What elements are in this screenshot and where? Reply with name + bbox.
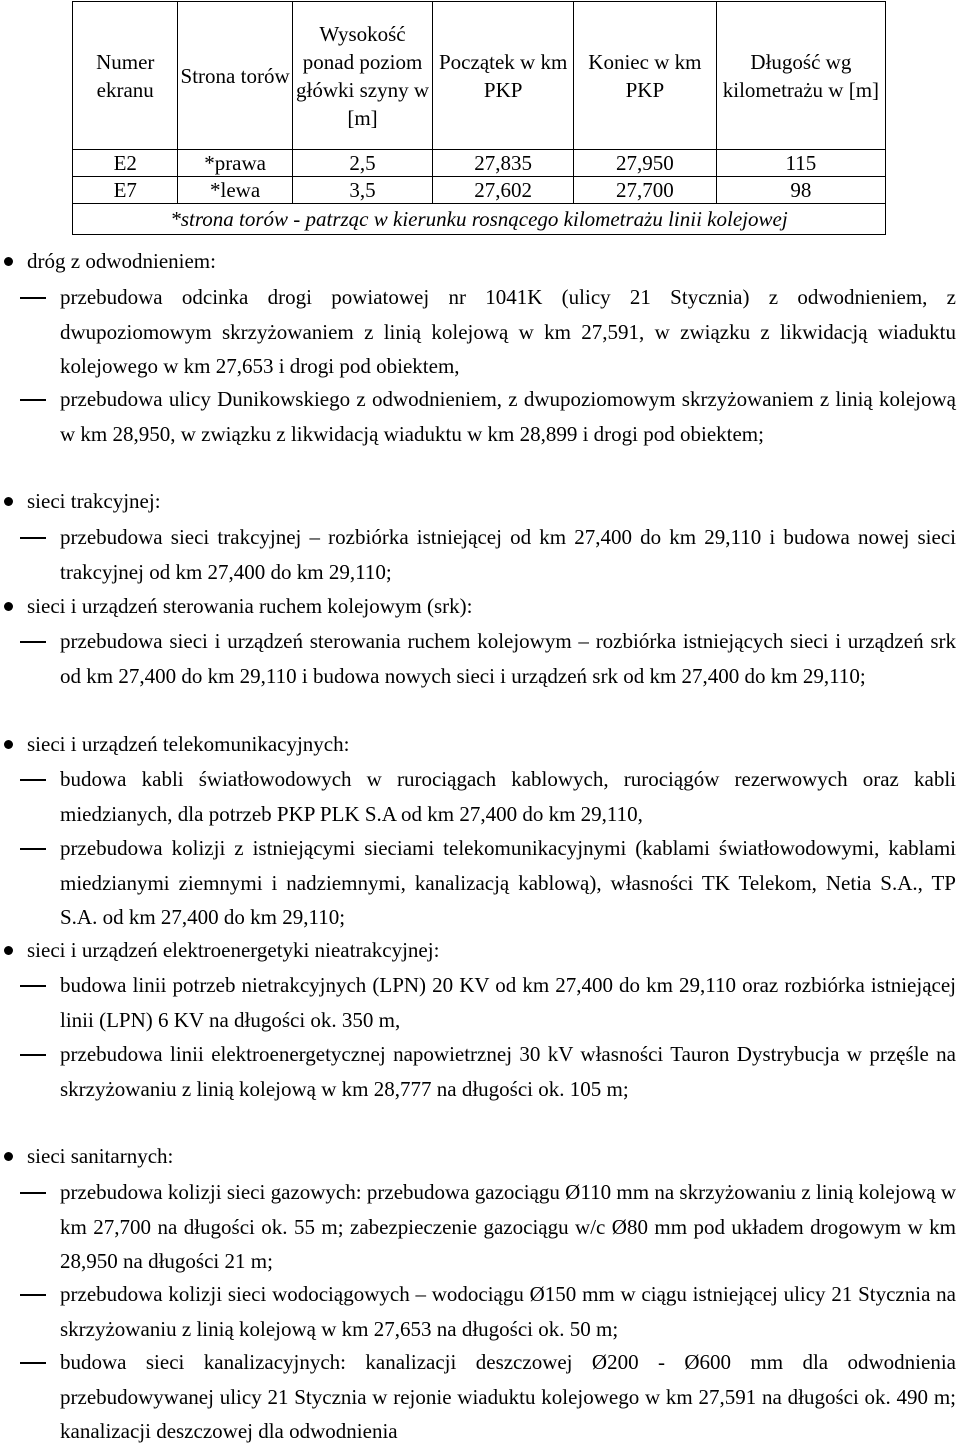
dash-icon: [20, 779, 46, 781]
list-item-text: przebudowa odcinka drogi powiatowej nr 1041K (ulicy 21 Stycznia) z odwodnieniem, z dwupoziomowym skrzyżowaniem z linią kolejową w km 27,591, w związku z likwidacją wiaduktu kolejowego w km 27,653 i drogi pod obiektem,: [60, 285, 956, 378]
section-title: sieci trakcyjnej:: [27, 489, 161, 513]
section-srk: [27, 589, 956, 624]
section-title: sieci i urządzeń sterowania ruchem kolejowym (srk):: [27, 594, 473, 618]
list-item-text: budowa kabli światłowodowych w rurociągach kablowych, rurociągów rezerwowych oraz kabli miedzianych, dla potrzeb PKP PLK S.A od km 27,400 do km 29,110,: [60, 767, 956, 826]
table-header-row: [73, 2, 886, 150]
list-item-text: przebudowa kolizji sieci wodociągowych – wodociągu Ø150 mm w ciągu istniejącej ulicy 21 Stycznia na skrzyżowaniu z linią kolejową w km 27,653 na długości ok. 50 m;: [60, 1282, 956, 1341]
list-item-text: budowa linii potrzeb nietrakcyjnych (LPN) 20 KV od km 27,400 do km 29,110 oraz rozbiórka istniejącej linii (LPN) 6 KV na długości ok. 350 m,: [60, 973, 956, 1032]
bullet-icon: [4, 946, 13, 955]
bullet-icon: [4, 1152, 13, 1161]
list-item-text: przebudowa linii elektroenergetycznej napowietrznej 30 kV własności Tauron Dystrybucja w przęśle na skrzyżowaniu z linią kolejową w km 28,777 na długości ok. 105 m;: [60, 1042, 956, 1101]
section-traction: [27, 484, 956, 519]
section-title: sieci sanitarnych:: [27, 1144, 174, 1168]
table-row: [73, 177, 886, 204]
list-item-text: przebudowa sieci trakcyjnej – rozbiórka istniejącej od km 27,400 do km 29,110 i budowa nowej sieci trakcyjnej od km 27,400 do km 29,110;: [60, 525, 956, 584]
section-telecom: [27, 727, 956, 762]
bullet-icon: [4, 497, 13, 506]
table-footnote: *strona torów - patrząc w kierunku rosnącego kilometrażu linii kolejowej: [73, 204, 886, 235]
table-cell: *prawa: [178, 150, 292, 177]
list-item-text: budowa sieci kanalizacyjnych: kanalizacji deszczowej Ø200 - Ø600 mm dla odwodnienia przebudowywanej ulicy 21 Stycznia w rejonie wiaduktu kolejowego w km 27,591 na długości ok. 490 m; kanalizacji deszczowej dla odwodnienia: [60, 1350, 956, 1443]
dash-icon: [20, 399, 46, 401]
dash-icon: [20, 641, 46, 643]
list-item: [60, 1277, 956, 1346]
table-cell: 27,602: [433, 177, 574, 204]
table-cell: 115: [716, 150, 885, 177]
list-item: [60, 1037, 956, 1106]
list-item: [60, 1345, 956, 1449]
table-cell: 2,5: [292, 150, 433, 177]
list-item: [60, 1175, 956, 1279]
header-cell: Początek w km PKP: [433, 2, 574, 150]
dash-icon: [20, 1362, 46, 1364]
table-cell: 27,950: [573, 150, 716, 177]
table-cell: *lewa: [178, 177, 292, 204]
list-item: [60, 831, 956, 935]
list-item: [60, 280, 956, 384]
list-item: [60, 762, 956, 831]
dash-icon: [20, 985, 46, 987]
header-cell: Wysokość ponad poziom główki szyny w [m]: [292, 2, 433, 150]
list-item-text: przebudowa kolizji z istniejącymi sieciami telekomunikacyjnymi (kablami światłowodowymi, kablami miedzianymi ziemnymi i nadziemnymi, kanalizacją kablową), własności TK Telekom, Netia S.A., TP S.A. od km 27,400 do km 29,110;: [60, 836, 956, 929]
table-note-row: [73, 204, 886, 235]
table-cell: E2: [73, 150, 178, 177]
dash-icon: [20, 537, 46, 539]
header-cell: Koniec w km PKP: [573, 2, 716, 150]
dash-icon: [20, 1192, 46, 1194]
dash-icon: [20, 1054, 46, 1056]
section-title: sieci i urządzeń telekomunikacyjnych:: [27, 732, 350, 756]
list-item: [60, 968, 956, 1037]
bullet-icon: [4, 740, 13, 749]
list-item-text: przebudowa ulicy Dunikowskiego z odwodnieniem, z dwupoziomowym skrzyżowaniem z linią kolejową w km 28,950, w związku z likwidacją wiaduktu w km 28,899 i drogi pod obiektem;: [60, 387, 956, 446]
list-item: [60, 382, 956, 451]
list-item: [60, 624, 956, 693]
list-item-text: przebudowa sieci i urządzeń sterowania ruchem kolejowym – rozbiórka istniejących sieci i urządzeń srk od km 27,400 do km 29,110 i budowa nowych sieci i urządzeń srk od km 27,400 do km 29,110;: [60, 629, 956, 688]
table-cell: 27,835: [433, 150, 574, 177]
section-sanitary: [27, 1139, 956, 1174]
header-cell: Długość wg kilometrażu w [m]: [716, 2, 885, 150]
section-roads: [27, 244, 956, 279]
noise-barrier-table: [72, 1, 886, 235]
table-cell: 27,700: [573, 177, 716, 204]
header-cell: Numer ekranu: [73, 2, 178, 150]
dash-icon: [20, 848, 46, 850]
table-row: [73, 150, 886, 177]
dash-icon: [20, 1294, 46, 1296]
section-title: dróg z odwodnieniem:: [27, 249, 216, 273]
list-item-text: przebudowa kolizji sieci gazowych: przebudowa gazociągu Ø110 mm na skrzyżowaniu z linią kolejową w km 27,700 na długości ok. 55 m; zabezpieczenie gazociągu w/c Ø80 mm pod układem drogowym w km 28,950 na długości 21 m;: [60, 1180, 956, 1273]
bullet-icon: [4, 257, 13, 266]
section-power: [27, 933, 956, 968]
table-cell: E7: [73, 177, 178, 204]
list-item: [60, 520, 956, 589]
header-cell: Strona torów: [178, 2, 292, 150]
section-title: sieci i urządzeń elektroenergetyki nieatrakcyjnej:: [27, 938, 440, 962]
dash-icon: [20, 297, 46, 299]
bullet-icon: [4, 602, 13, 611]
table-cell: 3,5: [292, 177, 433, 204]
table-cell: 98: [716, 177, 885, 204]
